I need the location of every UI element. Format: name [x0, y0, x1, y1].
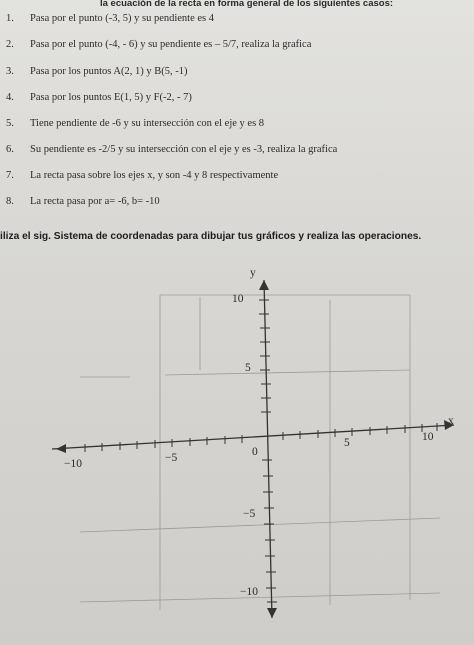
grid-line — [80, 593, 440, 602]
y-tick-label: 5 — [245, 362, 251, 374]
problem-number: 8. — [6, 196, 14, 207]
y-axis-bottom-arrow — [267, 608, 277, 618]
problem-number: 7. — [6, 170, 14, 181]
problem-text: Pasa por el punto (-4, - 6) y su pendiente es – 5/7, realiza la grafica — [30, 39, 312, 50]
problem-number: 2. — [6, 39, 14, 50]
y-tick-label: 10 — [232, 293, 244, 305]
problem-text: Pasa por los puntos E(1, 5) y F(-2, - 7) — [30, 92, 192, 103]
x-axis-left-arrow — [56, 444, 66, 453]
worksheet-header: la ecuación de la recta en forma general de los siguientes casos: — [100, 0, 394, 9]
grid-line — [80, 518, 440, 532]
x-tick-label: 0 — [252, 446, 258, 458]
y-axis-top-arrow — [259, 280, 269, 290]
problem-number: 4. — [6, 92, 14, 103]
x-tick-label: 10 — [422, 431, 434, 443]
x-axis-label: x — [448, 415, 454, 427]
y-axis-label: y — [250, 267, 256, 279]
y-tick-label: −5 — [243, 508, 256, 520]
problem-text: Su pendiente es -2/5 y su intersección con el eje y es -3, realiza la grafica — [30, 144, 338, 155]
problem-text: Pasa por el punto (-3, 5) y su pendiente es 4 — [30, 13, 215, 24]
grid-line — [165, 370, 410, 375]
x-tick-label: −10 — [64, 458, 82, 470]
problem-number: 6. — [6, 144, 14, 155]
problem-text: Pasa por los puntos A(2, 1) y B(5, -1) — [30, 66, 188, 77]
x-ticks — [85, 423, 437, 452]
problem-text: La recta pasa sobre los ejes x, y son -4 y 8 respectivamente — [30, 170, 279, 181]
x-tick-label: 5 — [344, 437, 350, 449]
problem-number: 5. — [6, 118, 14, 129]
problem-number: 1. — [6, 13, 14, 24]
problem-text: La recta pasa por a= -6, b= -10 — [30, 196, 160, 207]
y-axis-line — [264, 280, 272, 618]
y-tick-label: −10 — [240, 586, 258, 598]
coordinate-graph — [0, 250, 474, 645]
coordinate-grid-svg — [0, 250, 474, 645]
problem-number: 3. — [6, 66, 14, 77]
problem-text: Tiene pendiente de -6 y su intersección con el eje y es 8 — [30, 118, 265, 129]
x-tick-label: −5 — [165, 452, 178, 464]
graph-instruction: iliza el sig. Sistema de coordenadas para dibujar tus gráficos y realiza las operaciones. — [0, 231, 422, 242]
